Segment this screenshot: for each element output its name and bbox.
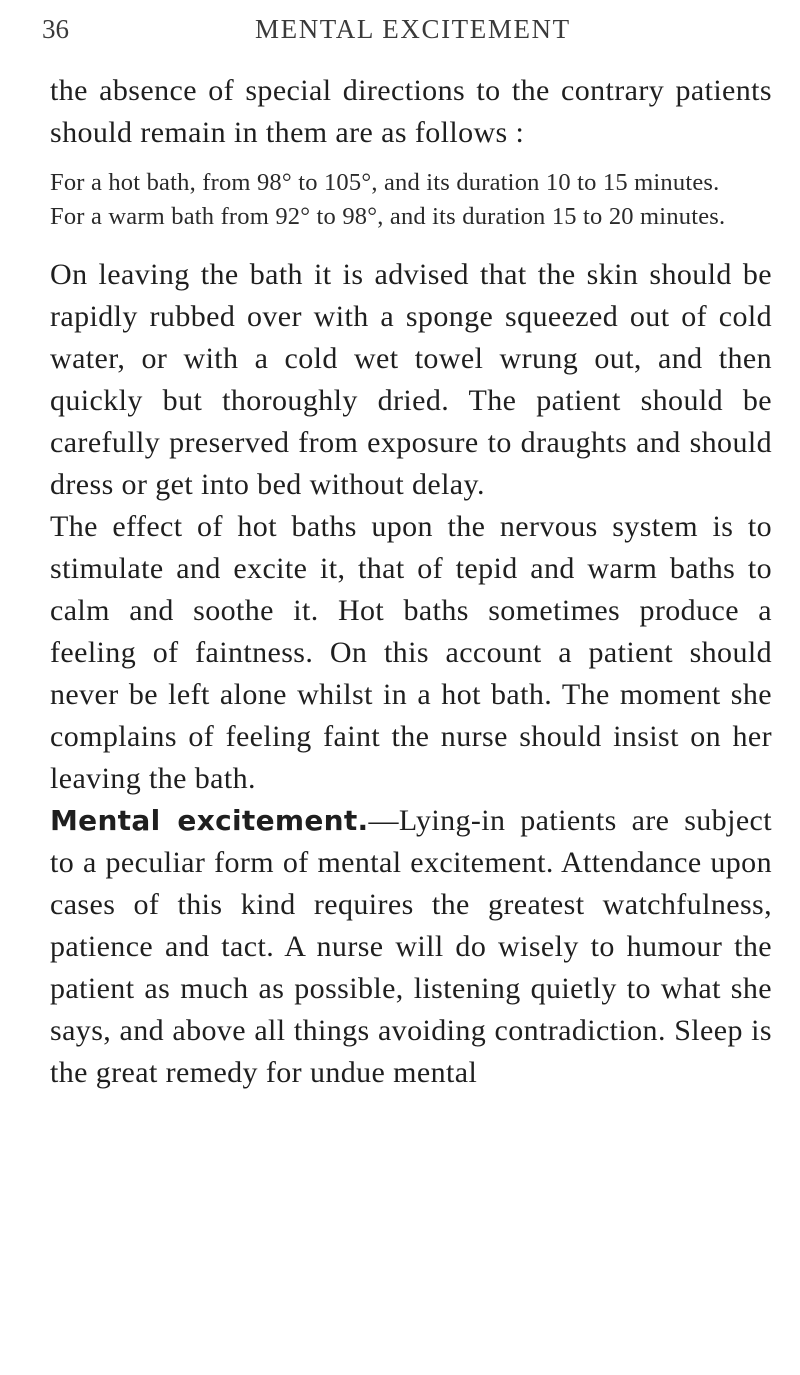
- running-head: MENTAL EXCITEMENT: [255, 14, 571, 44]
- section-heading: Mental excitement.: [50, 804, 369, 837]
- hot-bath-note: For a hot bath, from 98° to 105°, and its duration 10 to 15 minutes.: [50, 169, 720, 196]
- bath-effect-paragraph: The effect of hot baths upon the nervous system is to stimulate and excite it, that of tepid and warm baths to calm and soothe it. Hot baths sometimes produce a feeling of faintness. On this account a patient should never be left alone whilst in a hot bath. The moment she complains of feeling faint the nurse should insist on her leaving the bath.: [50, 510, 772, 795]
- page-number: 36: [42, 14, 69, 44]
- mental-excitement-text: —Lying-in patients are subject to a peculiar form of mental excitement. Attendance upon cases of this kind requires the greatest watchfulness, patience and tact. A nurse will do wisely to humour the patient as much as possible, listening quietly to what she says, and above all things avoiding contradiction. Sleep is the great remedy for undue mental: [50, 804, 772, 1089]
- page-header: [42, 0, 772, 70]
- book-page: [42, 0, 772, 1094]
- intro-paragraph: the absence of special directions to the contrary patients should remain in them are as follows :: [50, 74, 772, 149]
- warm-bath-note: For a warm bath from 92° to 98°, and its duration 15 to 20 minutes.: [50, 203, 726, 230]
- after-bath-paragraph: On leaving the bath it is advised that the skin should be rapidly rubbed over with a sponge squeezed out of cold water, or with a cold wet towel wrung out, and then quickly but thoroughly dried. The patient should be carefully preserved from exposure to draughts and should dress or get into bed without delay.: [50, 258, 772, 501]
- mental-excitement-paragraph: [50, 800, 772, 1094]
- bath-temperature-notes: [50, 166, 772, 234]
